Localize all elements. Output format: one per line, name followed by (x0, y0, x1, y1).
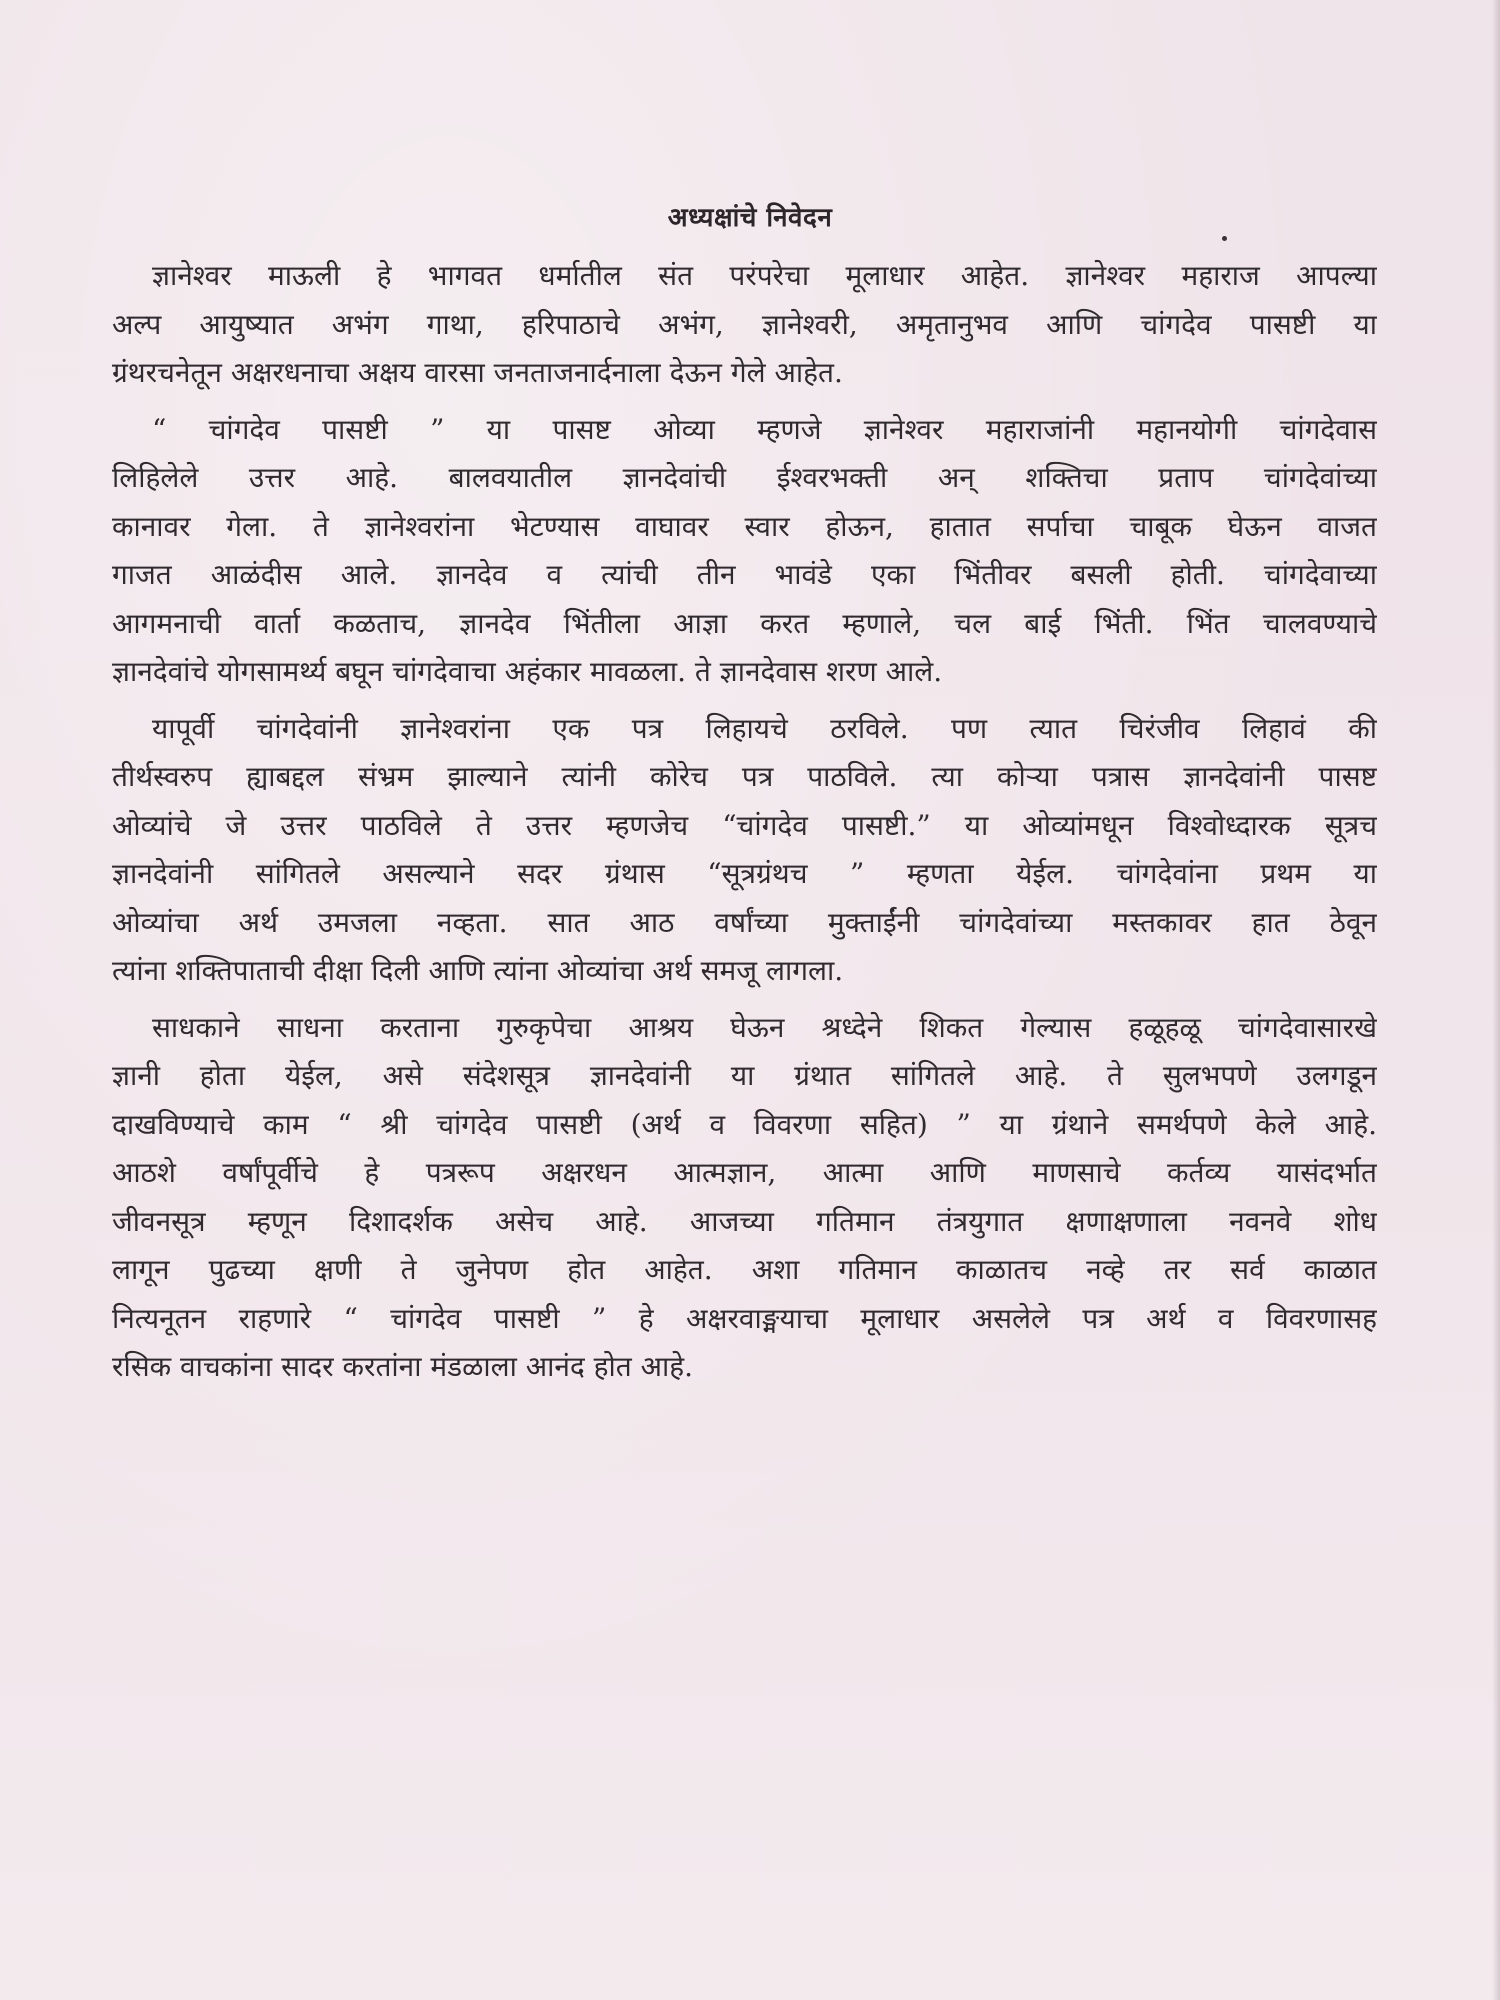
text-line: गाजत आळंदीस आले. ज्ञानदेव व त्यांची तीन भावंडे एका भिंतीवर बसली होती. चांगदेवाच्या (112, 558, 1377, 591)
page-title: अध्यक्षांचे निवेदन (667, 203, 833, 233)
text-line: ज्ञानी होता येईल, असे संदेशसूत्र ज्ञानदेवांनी या ग्रंथात सांगितले आहे. ते सुलभपणे उलगडून (112, 1059, 1377, 1092)
page-edge-shadow (1492, 0, 1500, 2000)
text-line: ज्ञानदेवांनी सांगितले असल्याने सदर ग्रंथास “सूत्रग्रंथच ” म्हणता येईल. चांगदेवांना प्रथम या (112, 857, 1377, 890)
text-line: अल्प आयुष्यात अभंग गाथा, हरिपाठाचे अभंग, ज्ञानेश्वरी, अमृतानुभव आणि चांगदेव पासष्टी या (112, 307, 1377, 341)
text-line: तीर्थस्वरुप ह्याबद्दल संभ्रम झाल्याने त्यांनी कोरेच पत्र पाठविले. त्या कोऱ्या पत्रास ज्ञानदेवांनी पासष्ट (112, 760, 1377, 793)
text-line: ग्रंथरचनेतून अक्षरधनाचा अक्षय वारसा जनताजनार्दनाला देऊन गेले आहेत. (112, 356, 843, 389)
paragraph-gap (112, 697, 1377, 705)
text-line: ओव्यांचे जे उत्तर पाठविले ते उत्तर म्हणजेच “चांगदेव पासष्टी.” या ओव्यांमधून विश्वोध्दारक सूत्रच (112, 808, 1377, 842)
ink-speck (1222, 236, 1227, 241)
paragraph-4 (112, 1004, 1377, 1392)
text-line: जीवनसूत्र म्हणून दिशादर्शक असेच आहे. आजच्या गतिमान तंत्रयुगात क्षणाक्षणाला नवनवे शोध (112, 1204, 1377, 1238)
text-line: ज्ञानेश्वर माऊली हे भागवत धर्मातील संत परंपरेचा मूलाधार आहेत. ज्ञानेश्वर महाराज आपल्या (152, 259, 1377, 292)
text-line: त्यांना शक्तिपाताची दीक्षा दिली आणि त्यांना ओव्यांचा अर्थ समजू लागला. (112, 954, 844, 987)
paragraph-3 (112, 705, 1377, 996)
text-line: दाखविण्याचे काम “ श्री चांगदेव पासष्टी (अर्थ व विवरणा सहित) ” या ग्रंथाने समर्थपणे केले आहे. (112, 1107, 1377, 1141)
text-line: कानावर गेला. ते ज्ञानेश्वरांना भेटण्यास वाघावर स्वार होऊन, हातात सर्पाचा चाबूक घेऊन वाजत (112, 509, 1377, 543)
text-line: लिहिलेले उत्तर आहे. बालवयातील ज्ञानदेवांची ईश्वरभक्ती अन् शक्तिचा प्रताप चांगदेवांच्या (112, 461, 1377, 494)
text-line: ओव्यांचा अर्थ उमजला नव्हता. सात आठ वर्षांच्या मुक्ताईंनी चांगदेवांच्या मस्तकावर हात ठेवून (112, 905, 1377, 939)
text-line: रसिक वाचकांना सादर करतांना मंडळाला आनंद होत आहे. (112, 1350, 694, 1383)
body-text (112, 252, 1377, 1392)
text-line: साधकाने साधना करताना गुरुकृपेचा आश्रय घेऊन श्रध्देने शिकत गेल्यास हळूहळू चांगदेवासारखे (152, 1010, 1377, 1044)
text-line: “ चांगदेव पासष्टी ” या पासष्ट ओव्या म्हणजे ज्ञानेश्वर महाराजांनी महानयोगी चांगदेवास (152, 412, 1377, 446)
text-line: ज्ञानदेवांचे योगसामर्थ्य बघून चांगदेवाचा अहंकार मावळला. ते ज्ञानदेवास शरण आले. (112, 655, 943, 688)
text-line: आगमनाची वार्ता कळताच, ज्ञानदेव भिंतीला आज्ञा करत म्हणाले, चल बाई भिंती. भिंत चालवण्याचे (112, 606, 1377, 640)
text-line: आठशे वर्षांपूर्वीचे हे पत्ररूप अक्षरधन आत्मज्ञान, आत्मा आणि माणसाचे कर्तव्य यासंदर्भात (112, 1156, 1377, 1189)
text-line: नित्यनूतन राहणारे “ चांगदेव पासष्टी ” हे अक्षरवाङ्मयाचा मूलाधार असलेले पत्र अर्थ व विवरणासह (112, 1301, 1377, 1335)
paragraph-2 (112, 406, 1377, 697)
text-line: यापूर्वी चांगदेवांनी ज्ञानेश्वरांना एक पत्र लिहायचे ठरविले. पण त्यात चिरंजीव लिहावं की (152, 711, 1377, 745)
paragraph-gap (112, 398, 1377, 406)
paragraph-gap (112, 996, 1377, 1004)
paragraph-1 (112, 252, 1377, 398)
text-line: लागून पुढच्या क्षणी ते जुनेपण होत आहेत. अशा गतिमान काळातच नव्हे तर सर्व काळात (112, 1253, 1377, 1286)
